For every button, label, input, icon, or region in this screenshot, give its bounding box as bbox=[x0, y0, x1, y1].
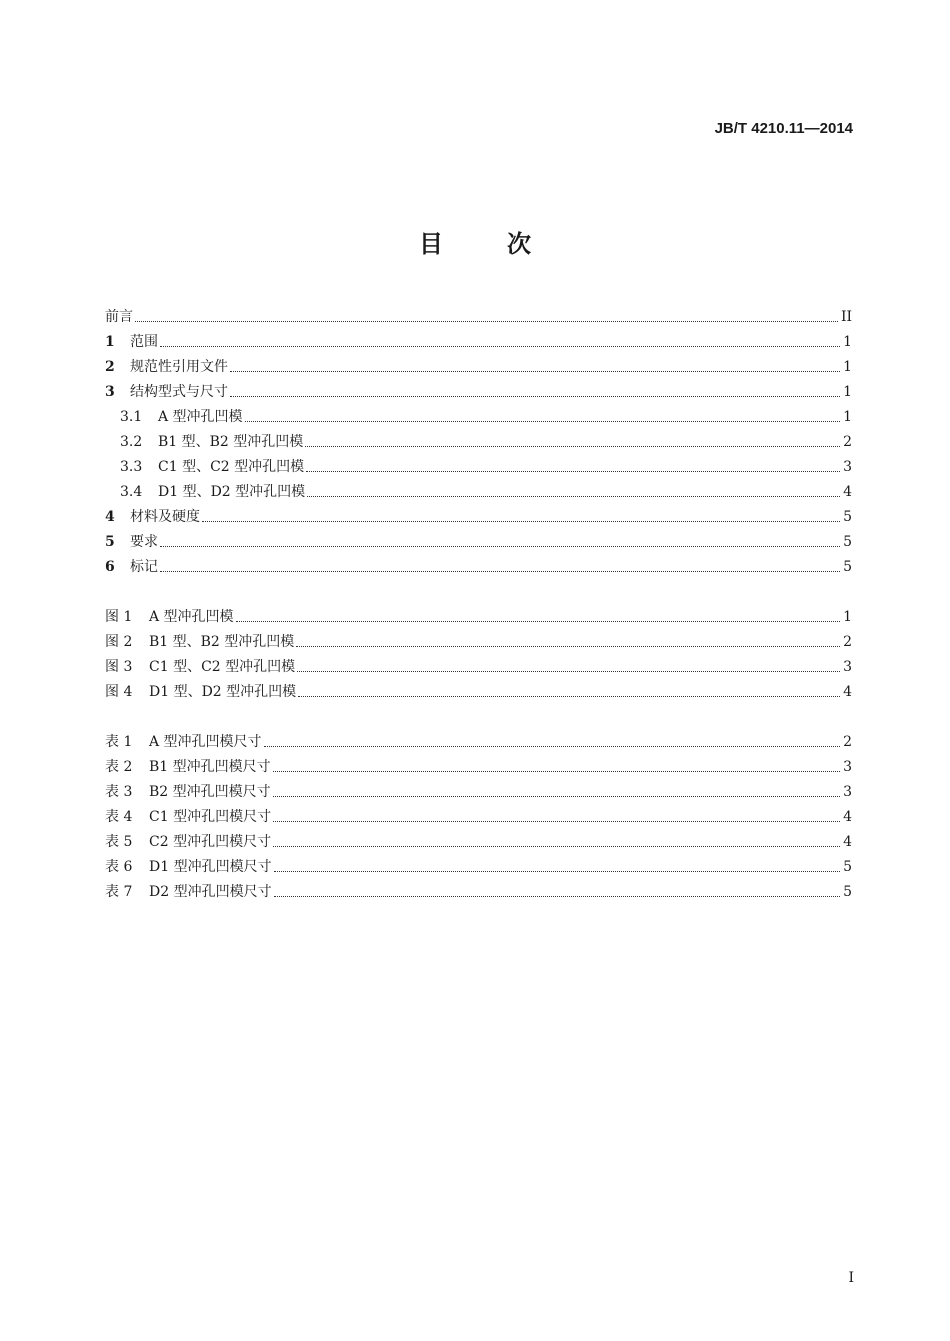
toc-figure-3[interactable] bbox=[105, 651, 852, 676]
dot-leader bbox=[305, 444, 840, 447]
toc-entry-section-4[interactable] bbox=[105, 501, 852, 526]
table-page: 4 bbox=[843, 834, 852, 850]
toc-entry-page: 3 bbox=[843, 459, 852, 475]
toc-entry-page: 4 bbox=[843, 484, 852, 500]
toc-entry-section-6[interactable] bbox=[105, 551, 852, 576]
toc-tables-list bbox=[105, 726, 852, 901]
toc-entry-label: 材料及硬度 bbox=[130, 509, 200, 525]
table-label: D1 型冲孔凹模尺寸 bbox=[149, 859, 272, 875]
figure-number: 图 4 bbox=[105, 684, 133, 700]
dot-leader bbox=[273, 794, 840, 797]
figure-page: 4 bbox=[843, 684, 852, 700]
figure-page: 1 bbox=[843, 609, 852, 625]
dot-leader bbox=[160, 544, 840, 547]
toc-entry-number: 3 bbox=[105, 384, 115, 400]
toc-figures-list bbox=[105, 601, 852, 701]
table-number: 表 3 bbox=[105, 784, 133, 800]
figure-page: 2 bbox=[843, 634, 852, 650]
toc-figure-4[interactable] bbox=[105, 676, 852, 701]
dot-leader bbox=[264, 744, 841, 747]
toc-entry-section-3-1[interactable] bbox=[105, 401, 852, 426]
toc-entry-section-2[interactable] bbox=[105, 351, 852, 376]
dot-leader bbox=[273, 769, 840, 772]
table-number: 表 1 bbox=[105, 734, 133, 750]
toc-table-7[interactable] bbox=[105, 876, 852, 901]
toc-entry-section-5[interactable] bbox=[105, 526, 852, 551]
toc-entry-number: 6 bbox=[105, 559, 115, 575]
dot-leader bbox=[230, 394, 840, 397]
figure-label: B1 型、B2 型冲孔凹模 bbox=[149, 634, 295, 650]
document-code: JB/T 4210.11—2014 bbox=[714, 120, 853, 137]
toc-entry-page: 1 bbox=[843, 384, 852, 400]
table-page: 3 bbox=[843, 784, 852, 800]
table-page: 5 bbox=[843, 884, 852, 900]
dot-leader bbox=[160, 569, 840, 572]
toc-entry-section-1[interactable] bbox=[105, 326, 852, 351]
table-label: D2 型冲孔凹模尺寸 bbox=[149, 884, 272, 900]
toc-table-3[interactable] bbox=[105, 776, 852, 801]
table-number: 表 7 bbox=[105, 884, 133, 900]
toc-entry-page: 1 bbox=[843, 334, 852, 350]
table-number: 表 4 bbox=[105, 809, 133, 825]
dot-leader bbox=[135, 319, 838, 322]
toc-entry-page: 1 bbox=[843, 359, 852, 375]
toc-entry-number: 3.2 bbox=[120, 434, 143, 450]
toc-entry-label: B1 型、B2 型冲孔凹模 bbox=[158, 434, 304, 450]
dot-leader bbox=[202, 519, 840, 522]
figure-number: 图 1 bbox=[105, 609, 133, 625]
table-page: 4 bbox=[843, 809, 852, 825]
toc-entry-section-3[interactable] bbox=[105, 376, 852, 401]
toc-entry-page: 5 bbox=[843, 534, 852, 550]
toc-entry-section-3-3[interactable] bbox=[105, 451, 852, 476]
figure-number: 图 2 bbox=[105, 634, 133, 650]
table-page: 2 bbox=[843, 734, 852, 750]
table-page: 5 bbox=[843, 859, 852, 875]
toc-figure-1[interactable] bbox=[105, 601, 852, 626]
toc-entry-label: A 型冲孔凹模 bbox=[158, 409, 243, 425]
figure-label: C1 型、C2 型冲孔凹模 bbox=[149, 659, 296, 675]
table-number: 表 2 bbox=[105, 759, 133, 775]
toc-table-1[interactable] bbox=[105, 726, 852, 751]
dot-leader bbox=[245, 419, 841, 422]
dot-leader bbox=[274, 894, 840, 897]
toc-entry-number: 3.3 bbox=[120, 459, 143, 475]
toc-entry-section-3-2[interactable] bbox=[105, 426, 852, 451]
toc-entry-page: 1 bbox=[843, 409, 852, 425]
table-number: 表 6 bbox=[105, 859, 133, 875]
toc-entry-number: 3.1 bbox=[120, 409, 143, 425]
toc-entry-number: 2 bbox=[105, 359, 115, 375]
dot-leader bbox=[273, 819, 840, 822]
toc-entry-number: 1 bbox=[105, 334, 115, 350]
title-char-1: 目 bbox=[419, 230, 443, 258]
table-label: C2 型冲孔凹模尺寸 bbox=[149, 834, 272, 850]
toc-entry-number: 4 bbox=[105, 509, 115, 525]
page-number: I bbox=[848, 1270, 854, 1286]
dot-leader bbox=[296, 644, 840, 647]
toc-entry-section-3-4[interactable] bbox=[105, 476, 852, 501]
figure-page: 3 bbox=[843, 659, 852, 675]
page-title bbox=[0, 224, 950, 259]
figure-number: 图 3 bbox=[105, 659, 133, 675]
table-label: C1 型冲孔凹模尺寸 bbox=[149, 809, 272, 825]
dot-leader bbox=[307, 494, 840, 497]
title-char-2: 次 bbox=[507, 230, 531, 258]
toc-entry-page: II bbox=[840, 309, 852, 325]
toc-entry-label: 结构型式与尺寸 bbox=[130, 384, 228, 400]
toc-table-4[interactable] bbox=[105, 801, 852, 826]
dot-leader bbox=[230, 369, 840, 372]
dot-leader bbox=[297, 669, 840, 672]
dot-leader bbox=[306, 469, 840, 472]
figure-label: A 型冲孔凹模 bbox=[149, 609, 234, 625]
toc-entry-label: D1 型、D2 型冲孔凹模 bbox=[158, 484, 306, 500]
toc-entry-label: 范围 bbox=[130, 334, 158, 350]
toc-entry-label: 要求 bbox=[130, 534, 158, 550]
figure-label: D1 型、D2 型冲孔凹模 bbox=[149, 684, 297, 700]
toc-entry-label: 标记 bbox=[130, 559, 158, 575]
toc-figure-2[interactable] bbox=[105, 626, 852, 651]
toc-entry-label: 规范性引用文件 bbox=[130, 359, 228, 375]
toc-entry-number: 3.4 bbox=[120, 484, 143, 500]
toc-table-2[interactable] bbox=[105, 751, 852, 776]
toc-entry-label: C1 型、C2 型冲孔凹模 bbox=[158, 459, 305, 475]
toc-entry-foreword[interactable] bbox=[105, 301, 852, 326]
dot-leader bbox=[274, 869, 840, 872]
toc-entry-page: 5 bbox=[843, 559, 852, 575]
toc-table-6[interactable] bbox=[105, 851, 852, 876]
table-number: 表 5 bbox=[105, 834, 133, 850]
toc-entry-page: 5 bbox=[843, 509, 852, 525]
toc-entry-number: 5 bbox=[105, 534, 115, 550]
dot-leader bbox=[298, 694, 840, 697]
toc-table-5[interactable] bbox=[105, 826, 852, 851]
toc-entry-label: 前言 bbox=[105, 309, 133, 325]
dot-leader bbox=[273, 844, 840, 847]
table-page: 3 bbox=[843, 759, 852, 775]
dot-leader bbox=[236, 619, 841, 622]
toc-contents-list bbox=[105, 301, 852, 576]
dot-leader bbox=[160, 344, 840, 347]
table-label: A 型冲孔凹模尺寸 bbox=[149, 734, 262, 750]
table-label: B2 型冲孔凹模尺寸 bbox=[149, 784, 271, 800]
toc-entry-page: 2 bbox=[843, 434, 852, 450]
table-label: B1 型冲孔凹模尺寸 bbox=[149, 759, 271, 775]
